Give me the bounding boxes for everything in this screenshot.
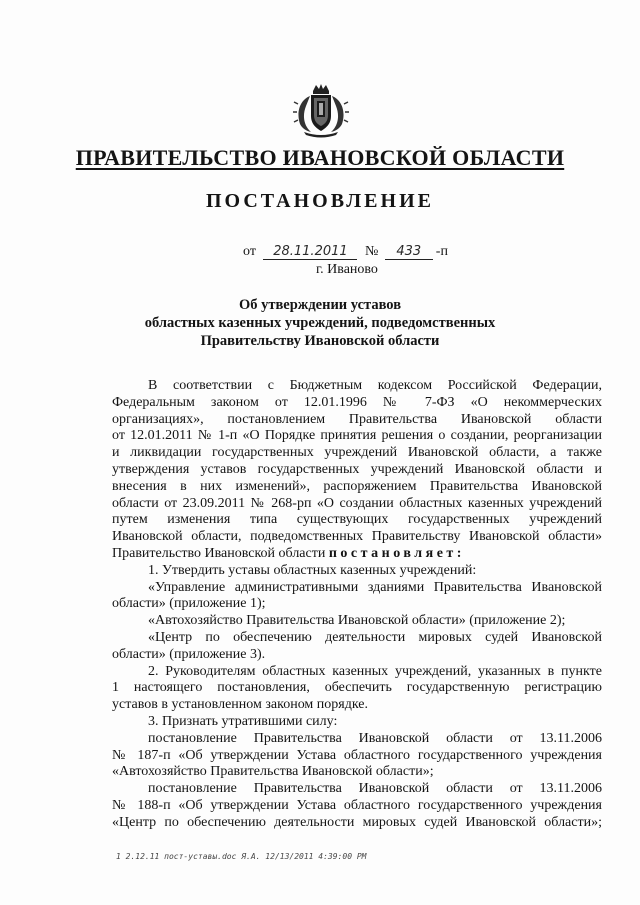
item-2-line: уставов в установленном законом порядке. — [112, 697, 369, 713]
item-1b: «Автохозяйство Правительства Ивановской области» (приложение 2); — [148, 613, 566, 629]
preamble-line: организациях», постановлением Правительства Ивановской области — [112, 411, 602, 427]
coat-of-arms-emblem — [292, 82, 350, 138]
preamble-line: и ликвидации государственных учреждений Ивановской области, а также — [112, 445, 602, 461]
subject-line-2: областных казенных учреждений, подведомственных — [144, 315, 496, 331]
item-1a-line: «Управление административными зданиями Правительства Ивановской — [148, 579, 602, 595]
number-value: 433 — [385, 244, 433, 260]
preamble-line: путем изменения типа существующих государственных учреждений — [112, 512, 602, 528]
preamble-line: внесения в них изменений», распоряжением Правительства Ивановской — [112, 478, 602, 494]
preamble-line: области от 23.09.2011 № 268-рп «О создании областных казенных учреждений — [112, 495, 602, 511]
preamble-line: Ивановской области, подведомственных Правительству Ивановской области» — [112, 529, 602, 545]
item-3a-line: № 187-п «Об утверждении Устава областного государственного учреждения — [112, 747, 602, 763]
file-footer: 1 2.12.11 пост-уставы.doc Я.А. 12/13/2011 4:39:00 PM — [116, 852, 367, 861]
document-subject — [0, 296, 640, 350]
item-3a-line: «Автохозяйство Правительства Ивановской области»; — [112, 764, 434, 780]
item-2-line: 1 настоящего постановления, обеспечить государственную регистрацию — [112, 680, 602, 696]
preamble-line: от 12.01.2011 № 1-п «О Порядке принятия решения о создании, реорганизации — [112, 428, 602, 444]
item-3: 3. Признать утратившими силу: — [148, 713, 338, 729]
item-1a-line: области» (приложение 1); — [112, 596, 266, 612]
item-3b-line: постановление Правительства Ивановской области от 13.11.2006 — [148, 781, 602, 797]
preamble-resolution-line — [112, 546, 602, 563]
date-number-line — [243, 244, 448, 260]
item-3a-line: постановление Правительства Ивановской области от 13.11.2006 — [148, 730, 602, 746]
item-1c-line: «Центр по обеспечению деятельности мировых судей Ивановской — [148, 629, 602, 645]
date-value: 28.11.2011 — [263, 244, 357, 260]
preamble-line: утверждения уставов государственных учреждений Ивановской области и — [112, 461, 602, 477]
resolves-word: постановляет: — [328, 545, 465, 561]
preamble-line: В соответствии с Бюджетным кодексом Российской Федерации, — [148, 378, 602, 393]
number-prefix: № — [364, 244, 379, 259]
number-suffix: -п — [435, 244, 448, 259]
preamble-subject: Правительство Ивановской области — [112, 545, 326, 561]
item-1c-line: области» (приложение 3). — [112, 646, 266, 662]
item-3b-line: «Центр по обеспечению деятельности мировых судей Ивановской области»; — [112, 814, 602, 830]
item-1: 1. Утвердить уставы областных казенных учреждений: — [148, 562, 477, 578]
item-3b-line: № 188-п «Об утверждении Устава областного государственного учреждения — [112, 797, 602, 813]
city: г. Иваново — [316, 262, 378, 277]
preamble-line: Федеральным законом от 12.01.1996 № 7-ФЗ «О некоммерческих — [112, 394, 602, 410]
document-type: ПОСТАНОВЛЕНИЕ — [206, 190, 434, 212]
date-prefix: от — [243, 244, 256, 259]
document-body — [112, 378, 602, 832]
subject-line-3: Правительству Ивановской области — [200, 333, 440, 349]
government-name: ПРАВИТЕЛЬСТВО ИВАНОВСКОЙ ОБЛАСТИ — [75, 145, 565, 170]
subject-line-1: Об утверждении уставов — [238, 297, 402, 313]
government-title — [0, 145, 640, 171]
item-2-line: 2. Руководителям областных казенных учреждений, указанных в пункте — [148, 663, 602, 679]
